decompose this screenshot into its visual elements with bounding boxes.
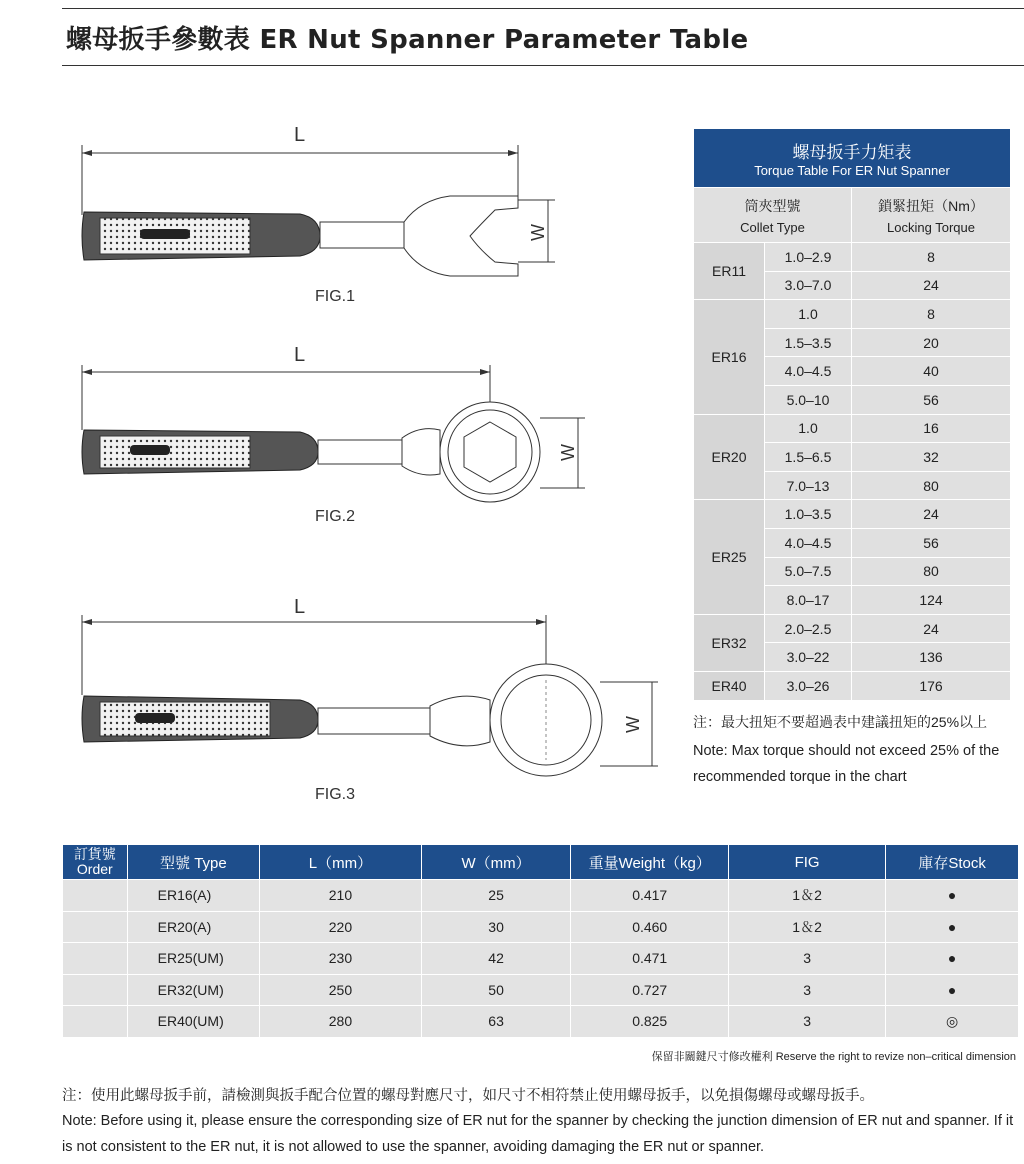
torque-value-cell: 8	[852, 300, 1011, 329]
torque-row	[694, 300, 1011, 329]
torque-value-cell: 24	[852, 500, 1011, 529]
fig-cell: 1＆2	[728, 880, 885, 912]
collet-range-cell: 1.0	[765, 300, 852, 329]
collet-range-cell: 3.0–7.0	[765, 271, 852, 300]
torque-value-cell: 80	[852, 557, 1011, 586]
locking-torque-en: Locking Torque	[887, 219, 975, 235]
collet-type-cell: ER40	[694, 671, 765, 700]
weight-cell: 0.727	[571, 974, 729, 1006]
width-cell: 42	[421, 943, 571, 975]
torque-value-cell: 40	[852, 357, 1011, 386]
order-row	[63, 880, 1019, 912]
torque-row	[694, 671, 1011, 700]
collet-range-cell: 8.0–17	[765, 586, 852, 615]
collet-range-cell: 1.0–3.5	[765, 500, 852, 529]
order-cell	[63, 911, 128, 943]
collet-type-cell: ER20	[694, 414, 765, 500]
length-cell: 280	[260, 1006, 422, 1038]
order-row	[63, 911, 1019, 943]
torque-value-cell: 56	[852, 385, 1011, 414]
width-cell: 25	[421, 880, 571, 912]
collet-type-cell: ER16	[694, 300, 765, 414]
footer-note-en: Note: Before using it, please ensure the corresponding size of ER nut for the spanner by checking the junction dimension of ER nut and spanner. If it is not consistent to the ER nut, it is not allowed to use the spanner, avoiding damaging the ER nut or spanner.	[62, 1113, 1014, 1155]
width-cell: 63	[421, 1006, 571, 1038]
torque-value-cell: 56	[852, 528, 1011, 557]
torque-value-cell: 24	[852, 614, 1011, 643]
order-header-cell: FIG	[728, 845, 885, 880]
torque-row	[694, 414, 1011, 443]
torque-title-en: Torque Table For ER Nut Spanner	[754, 163, 950, 178]
fig2-label: FIG.2	[315, 508, 356, 525]
order-header-cell: 庫存Stock	[886, 845, 1019, 880]
fig-cell: 3	[728, 943, 885, 975]
length-cell: 220	[260, 911, 422, 943]
torque-table	[693, 128, 1011, 701]
width-cell: 30	[421, 911, 571, 943]
stock-cell: ●	[886, 911, 1019, 943]
fig1-spanner-drawing	[82, 145, 555, 276]
fig-cell: 1＆2	[728, 911, 885, 943]
page-title: 螺母扳手參數表 ER Nut Spanner Parameter Table	[66, 25, 749, 55]
collet-type-cell: ER32	[694, 614, 765, 671]
order-row	[63, 1006, 1019, 1038]
order-header-cell: W（mm）	[421, 845, 571, 880]
torque-note-zh: 注：最大扭矩不要超過表中建議扭矩的25%以上	[693, 714, 988, 730]
spanner-figures	[0, 0, 690, 820]
torque-value-cell: 32	[852, 443, 1011, 472]
order-header-cell: 型號 Type	[127, 845, 260, 880]
order-cell	[63, 943, 128, 975]
fig3-spanner-drawing	[82, 615, 658, 776]
collet-range-cell: 1.0	[765, 414, 852, 443]
collet-range-cell: 5.0–7.5	[765, 557, 852, 586]
weight-cell: 0.825	[571, 1006, 729, 1038]
collet-range-cell: 5.0–10	[765, 385, 852, 414]
fig1-label: FIG.1	[315, 288, 356, 305]
collet-range-cell: 7.0–13	[765, 471, 852, 500]
collet-range-cell: 1.5–3.5	[765, 328, 852, 357]
collet-range-cell: 1.5–6.5	[765, 443, 852, 472]
length-cell: 250	[260, 974, 422, 1006]
reserve-note: 保留非關鍵尺寸修改權利 Reserve the right to revize non–critical dimension	[651, 1051, 1016, 1063]
weight-cell: 0.460	[571, 911, 729, 943]
footer-note-zh: 注：使用此螺母扳手前，請檢測與扳手配合位置的螺母對應尺寸，如尺寸不相符禁止使用螺母扳手，以免損傷螺母或螺母扳手。	[62, 1088, 874, 1104]
fig2-spanner-drawing	[82, 365, 585, 502]
stock-cell: ●	[886, 974, 1019, 1006]
width-cell: 50	[421, 974, 571, 1006]
torque-table-header	[694, 129, 1011, 188]
collet-type-cell: ER25	[694, 500, 765, 614]
fig3-label: FIG.3	[315, 786, 356, 803]
length-cell: 210	[260, 880, 422, 912]
fig1-dim-l: L	[294, 124, 306, 146]
fig1-dim-w: W	[528, 224, 548, 241]
torque-row	[694, 243, 1011, 272]
torque-value-cell: 8	[852, 243, 1011, 272]
fig2-dim-w: W	[558, 444, 578, 461]
torque-value-cell: 20	[852, 328, 1011, 357]
order-header-cell: 訂貨號 Order	[63, 845, 128, 880]
collet-type-cell: ER11	[694, 243, 765, 300]
order-cell	[63, 880, 128, 912]
torque-row	[694, 614, 1011, 643]
torque-value-cell: 16	[852, 414, 1011, 443]
order-cell	[63, 1006, 128, 1038]
type-cell: ER40(UM)	[127, 1006, 260, 1038]
torque-value-cell: 124	[852, 586, 1011, 615]
collet-type-zh: 筒夾型號	[744, 197, 801, 214]
collet-type-en: Collet Type	[740, 219, 805, 235]
torque-row	[694, 500, 1011, 529]
order-table	[62, 844, 1019, 1038]
torque-value-cell: 24	[852, 271, 1011, 300]
collet-type-header	[694, 188, 852, 243]
fig-cell: 3	[728, 974, 885, 1006]
stock-cell: ●	[886, 943, 1019, 975]
torque-value-cell: 80	[852, 471, 1011, 500]
order-header-cell: 重量Weight（kg）	[571, 845, 729, 880]
weight-cell: 0.471	[571, 943, 729, 975]
locking-torque-zh: 鎖緊扭矩（Nm）	[878, 197, 984, 214]
stock-cell: ●	[886, 880, 1019, 912]
stock-cell: ◎	[886, 1006, 1019, 1038]
collet-range-cell: 3.0–26	[765, 671, 852, 700]
torque-value-cell: 136	[852, 643, 1011, 672]
type-cell: ER16(A)	[127, 880, 260, 912]
fig2-dim-l: L	[294, 344, 306, 366]
torque-value-cell: 176	[852, 671, 1011, 700]
collet-range-cell: 2.0–2.5	[765, 614, 852, 643]
order-table-header-row	[63, 845, 1019, 880]
collet-range-cell: 4.0–4.5	[765, 357, 852, 386]
fig3-dim-l: L	[294, 596, 306, 618]
order-header-cell: L（mm）	[260, 845, 422, 880]
length-cell: 230	[260, 943, 422, 975]
collet-range-cell: 3.0–22	[765, 643, 852, 672]
fig-cell: 3	[728, 1006, 885, 1038]
type-cell: ER20(A)	[127, 911, 260, 943]
locking-torque-header	[852, 188, 1011, 243]
order-row	[63, 974, 1019, 1006]
type-cell: ER32(UM)	[127, 974, 260, 1006]
torque-note-en: Note: Max torque should not exceed 25% of the recommended torque in the chart	[693, 743, 1000, 785]
collet-range-cell: 1.0–2.9	[765, 243, 852, 272]
order-cell	[63, 974, 128, 1006]
fig3-dim-w: W	[623, 716, 643, 733]
order-row	[63, 943, 1019, 975]
type-cell: ER25(UM)	[127, 943, 260, 975]
weight-cell: 0.417	[571, 880, 729, 912]
collet-range-cell: 4.0–4.5	[765, 528, 852, 557]
torque-title-zh: 螺母扳手力矩表	[792, 143, 912, 162]
